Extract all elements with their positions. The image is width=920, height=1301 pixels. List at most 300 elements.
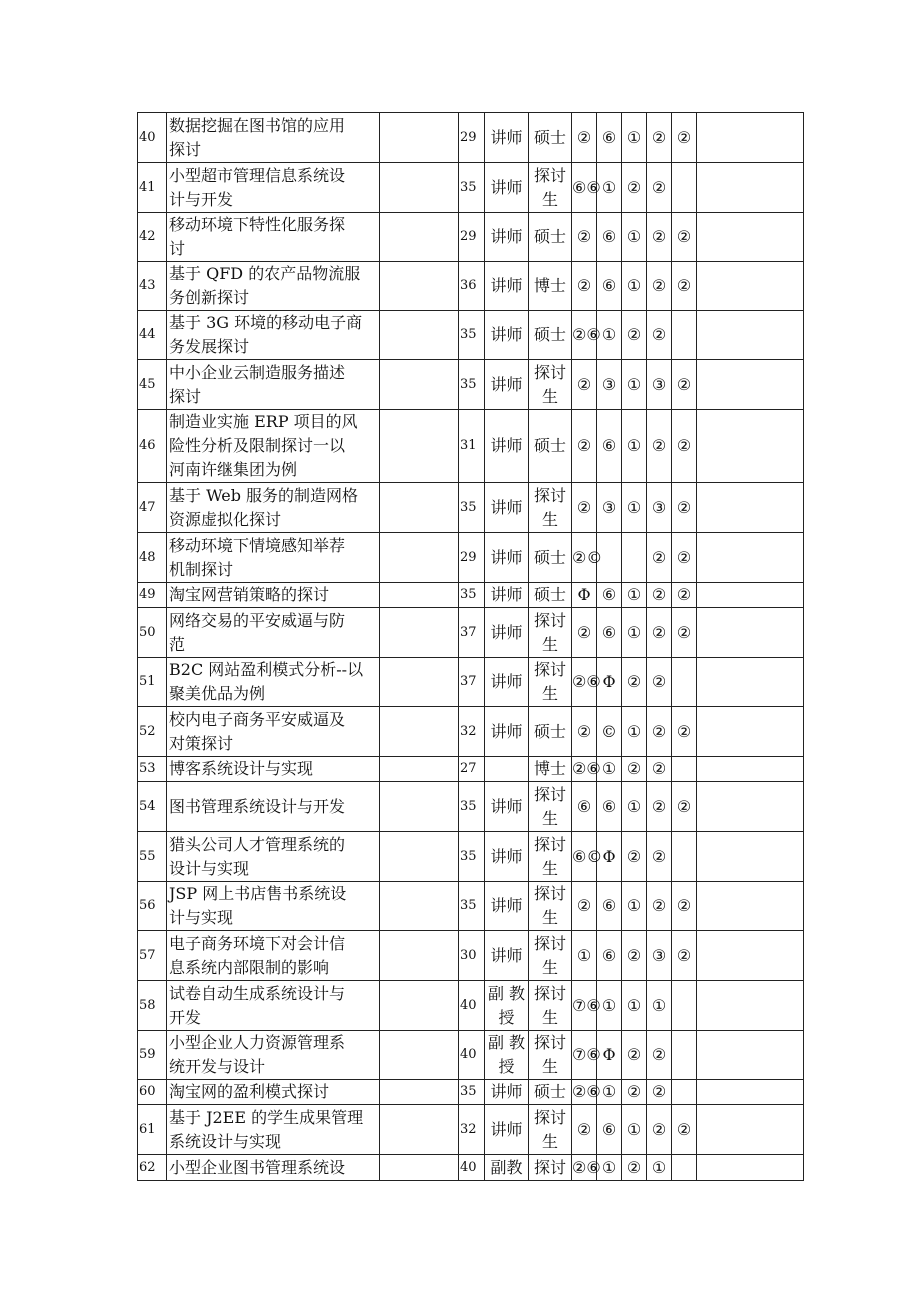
degree-line: 生 <box>541 957 558 977</box>
age-cell: 29 <box>459 213 485 262</box>
rank-line: 讲师 <box>490 721 523 741</box>
score-cell: Φ <box>572 583 597 608</box>
degree-line: 探讨 <box>533 485 566 505</box>
row-number: 47 <box>138 483 167 533</box>
score-cell: ① <box>622 882 647 931</box>
empty-cell <box>380 757 459 782</box>
degree-cell <box>529 113 572 163</box>
table-row <box>138 1155 804 1181</box>
score-cell: ① <box>597 981 622 1031</box>
age-cell: 36 <box>459 262 485 311</box>
score-cell <box>672 658 697 707</box>
score-cell: ① <box>597 311 622 360</box>
score-cell: ① <box>647 981 672 1031</box>
age-cell: 35 <box>459 483 485 533</box>
table-row <box>138 262 804 311</box>
degree-cell <box>529 213 572 262</box>
table-row <box>138 608 804 658</box>
empty-cell <box>697 1155 804 1181</box>
title-rank-cell <box>485 1031 529 1080</box>
empty-cell <box>380 1031 459 1080</box>
score-cell: ② <box>572 410 597 483</box>
empty-cell <box>697 832 804 882</box>
score-cell: ③ <box>647 931 672 981</box>
topic-title <box>167 533 380 583</box>
topic-title <box>167 608 380 658</box>
topic-title-line: 淘宝网营销策略的探讨 <box>169 585 330 604</box>
age-cell: 27 <box>459 757 485 782</box>
topic-title-line: 移动环境下特性化服务探 <box>169 215 346 234</box>
topic-title-line: 河南许继集团为例 <box>169 460 298 479</box>
degree-line: 博士 <box>533 276 566 295</box>
empty-cell <box>380 658 459 707</box>
score-cell: ② <box>672 360 697 410</box>
title-rank-cell <box>485 882 529 931</box>
topic-title-line: 务创新探讨 <box>169 288 250 307</box>
age-cell: 37 <box>459 608 485 658</box>
score-cell: ② <box>572 262 597 311</box>
degree-cell <box>529 707 572 757</box>
empty-cell <box>697 262 804 311</box>
score-cell: ① <box>597 1155 622 1181</box>
empty-cell <box>380 782 459 832</box>
rank-line: 讲师 <box>490 276 523 295</box>
score-cell: ② <box>672 213 697 262</box>
topic-title <box>167 782 380 832</box>
title-rank-cell <box>485 608 529 658</box>
degree-line: 探讨 <box>533 1033 566 1052</box>
empty-cell <box>697 882 804 931</box>
degree-cell <box>529 782 572 832</box>
table-row <box>138 483 804 533</box>
score-cell: ① <box>622 608 647 658</box>
score-cell: ① <box>572 931 597 981</box>
score-cell: ②⑥ <box>572 1080 597 1105</box>
topic-title <box>167 882 380 931</box>
score-cell: ② <box>647 1105 672 1155</box>
table-body <box>138 113 804 1181</box>
topic-title <box>167 1080 380 1105</box>
rank-line: 讲师 <box>490 945 523 965</box>
score-cell: ① <box>647 1155 672 1181</box>
score-cell: ③ <box>647 360 672 410</box>
score-cell: ① <box>622 782 647 832</box>
rank-line: 讲师 <box>490 1119 523 1139</box>
row-number: 52 <box>138 707 167 757</box>
title-rank-cell <box>485 360 529 410</box>
degree-line: 探讨 <box>533 1107 566 1127</box>
row-number: 48 <box>138 533 167 583</box>
empty-cell <box>697 1031 804 1080</box>
score-cell: ⑥ <box>597 113 622 163</box>
score-cell: ⑥ <box>597 882 622 931</box>
score-cell: Φ <box>597 658 622 707</box>
topic-title <box>167 262 380 311</box>
score-cell: © <box>597 707 622 757</box>
empty-cell <box>380 262 459 311</box>
table-row <box>138 583 804 608</box>
degree-cell <box>529 311 572 360</box>
score-cell: ②⑥ <box>572 311 597 360</box>
score-cell: ② <box>672 707 697 757</box>
score-cell: ③ <box>647 483 672 533</box>
empty-cell <box>697 658 804 707</box>
score-cell: ② <box>647 782 672 832</box>
thesis-topic-table <box>137 112 804 1181</box>
score-cell: ⑦⑥ <box>572 1031 597 1080</box>
topic-title-line: 务发展探讨 <box>169 337 250 356</box>
score-cell: ① <box>622 707 647 757</box>
topic-title-line: 计与实现 <box>169 908 234 927</box>
empty-cell <box>380 608 459 658</box>
degree-line: 探讨 <box>533 362 566 382</box>
score-cell: ② <box>622 658 647 707</box>
topic-title-line: 试卷自动生成系统设计与 <box>169 983 346 1003</box>
empty-cell <box>697 782 804 832</box>
row-number: 55 <box>138 832 167 882</box>
table-row <box>138 533 804 583</box>
rank-line: 讲师 <box>490 227 523 246</box>
title-rank-cell <box>485 707 529 757</box>
row-number: 43 <box>138 262 167 311</box>
score-cell: ⑥ <box>597 1105 622 1155</box>
topic-title <box>167 163 380 213</box>
topic-title-line: 开发 <box>169 1007 202 1027</box>
rank-line: 讲师 <box>490 177 523 197</box>
topic-title-line: 小型企业图书管理系统设 <box>169 1157 346 1177</box>
empty-cell <box>380 931 459 981</box>
topic-title <box>167 311 380 360</box>
age-cell: 35 <box>459 882 485 931</box>
title-rank-cell <box>485 782 529 832</box>
title-rank-cell <box>485 163 529 213</box>
degree-line: 生 <box>541 908 558 927</box>
age-cell: 35 <box>459 311 485 360</box>
rank-line: 授 <box>498 1007 515 1027</box>
empty-cell <box>380 483 459 533</box>
score-cell: ② <box>647 113 672 163</box>
degree-line: 探讨 <box>533 834 566 854</box>
row-number: 53 <box>138 757 167 782</box>
title-rank-cell <box>485 262 529 311</box>
score-cell: ② <box>572 707 597 757</box>
empty-cell <box>380 311 459 360</box>
row-number: 49 <box>138 583 167 608</box>
age-cell: 40 <box>459 981 485 1031</box>
score-cell: ① <box>597 757 622 782</box>
row-number: 61 <box>138 1105 167 1155</box>
rank-line: 副教 <box>490 1157 523 1177</box>
age-cell: 35 <box>459 360 485 410</box>
degree-cell <box>529 1031 572 1080</box>
score-cell: ② <box>647 757 672 782</box>
score-cell: ⑥ <box>597 782 622 832</box>
score-cell: ① <box>597 1080 622 1105</box>
score-cell: ② <box>647 262 672 311</box>
degree-line: 硕士 <box>533 127 566 147</box>
degree-cell <box>529 1080 572 1105</box>
empty-cell <box>697 757 804 782</box>
score-cell: ② <box>647 583 672 608</box>
score-cell: ② <box>572 213 597 262</box>
topic-title-line: 电子商务环境下对会计信 <box>169 933 346 953</box>
score-cell: ② <box>672 483 697 533</box>
score-cell: ②© <box>572 533 597 583</box>
topic-title-line: 中小企业云制造服务描述 <box>169 362 346 382</box>
score-cell: ② <box>647 1031 672 1080</box>
empty-cell <box>697 1080 804 1105</box>
score-cell: ② <box>647 410 672 483</box>
degree-cell <box>529 483 572 533</box>
row-number: 42 <box>138 213 167 262</box>
degree-cell <box>529 931 572 981</box>
empty-cell <box>697 163 804 213</box>
topic-title-line: 机制探讨 <box>169 559 234 579</box>
degree-line: 硕士 <box>533 721 566 741</box>
empty-cell <box>380 981 459 1031</box>
age-cell: 35 <box>459 1080 485 1105</box>
topic-title-line: 数据挖掘在图书馆的应用 <box>169 115 346 135</box>
score-cell: Φ <box>597 832 622 882</box>
score-cell: ② <box>672 608 697 658</box>
degree-line: 探讨 <box>533 1157 566 1177</box>
score-cell: ⑥ <box>572 782 597 832</box>
score-cell: ② <box>572 360 597 410</box>
degree-cell <box>529 757 572 782</box>
empty-cell <box>697 311 804 360</box>
score-cell: ②⑥ <box>572 658 597 707</box>
empty-cell <box>697 533 804 583</box>
empty-cell <box>697 931 804 981</box>
rank-line: 讲师 <box>490 796 523 816</box>
topic-title <box>167 1155 380 1181</box>
row-number: 45 <box>138 360 167 410</box>
table-row <box>138 410 804 483</box>
score-cell: ⑥ <box>597 410 622 483</box>
score-cell: ② <box>622 163 647 213</box>
title-rank-cell <box>485 583 529 608</box>
title-rank-cell <box>485 410 529 483</box>
score-cell: ② <box>647 658 672 707</box>
table-row <box>138 832 804 882</box>
score-cell: ② <box>647 213 672 262</box>
topic-title-line: 对策探讨 <box>169 733 234 753</box>
score-cell: ② <box>647 163 672 213</box>
topic-title-line: 校内电子商务平安威逼及 <box>169 709 346 729</box>
degree-cell <box>529 1105 572 1155</box>
score-cell: ② <box>647 533 672 583</box>
topic-title-line: 博客系统设计与实现 <box>169 759 314 778</box>
topic-title <box>167 213 380 262</box>
degree-line: 生 <box>541 1007 558 1027</box>
score-cell: ② <box>622 931 647 981</box>
score-cell: ② <box>647 608 672 658</box>
topic-title-line: 小型企业人力资源管理系 <box>169 1033 346 1052</box>
score-cell <box>672 1080 697 1105</box>
score-cell <box>672 1155 697 1181</box>
topic-title <box>167 707 380 757</box>
table-row <box>138 931 804 981</box>
title-rank-cell <box>485 113 529 163</box>
age-cell: 35 <box>459 583 485 608</box>
score-cell: ② <box>622 832 647 882</box>
score-cell <box>672 1031 697 1080</box>
rank-line: 讲师 <box>490 896 523 915</box>
degree-cell <box>529 882 572 931</box>
topic-title-line: 计与开发 <box>169 189 234 209</box>
empty-cell <box>697 583 804 608</box>
score-cell: ② <box>622 757 647 782</box>
topic-title-line: 讨 <box>169 239 186 258</box>
score-cell <box>622 533 647 583</box>
title-rank-cell <box>485 1080 529 1105</box>
table-row <box>138 882 804 931</box>
score-cell: ① <box>622 981 647 1031</box>
degree-cell <box>529 410 572 483</box>
score-cell: ⑥ <box>597 931 622 981</box>
table-row <box>138 1031 804 1080</box>
degree-cell <box>529 658 572 707</box>
age-cell: 32 <box>459 707 485 757</box>
empty-cell <box>380 882 459 931</box>
age-cell: 35 <box>459 163 485 213</box>
empty-cell <box>380 707 459 757</box>
rank-line: 讲师 <box>490 374 523 394</box>
rank-line: 讲师 <box>490 436 523 455</box>
rank-line: 讲师 <box>490 846 523 866</box>
degree-line: 探讨 <box>533 165 566 185</box>
degree-cell <box>529 583 572 608</box>
empty-cell <box>697 981 804 1031</box>
score-cell: ③ <box>597 360 622 410</box>
degree-line: 硕士 <box>533 227 566 246</box>
table-row <box>138 658 804 707</box>
rank-line: 讲师 <box>490 585 523 604</box>
score-cell: ② <box>572 113 597 163</box>
score-cell: ② <box>672 782 697 832</box>
row-number: 58 <box>138 981 167 1031</box>
row-number: 57 <box>138 931 167 981</box>
topic-title <box>167 658 380 707</box>
degree-line: 探讨 <box>533 933 566 953</box>
age-cell: 29 <box>459 533 485 583</box>
score-cell: ② <box>672 113 697 163</box>
topic-title-line: 聚美优品为例 <box>169 684 266 703</box>
score-cell: ① <box>622 583 647 608</box>
topic-title-line: 息系统内部限制的影响 <box>169 957 330 977</box>
table-row <box>138 213 804 262</box>
score-cell: ② <box>647 707 672 757</box>
degree-line: 生 <box>541 386 558 406</box>
topic-title-line: 图书管理系统设计与开发 <box>169 796 346 816</box>
topic-title <box>167 757 380 782</box>
table-row <box>138 113 804 163</box>
age-cell: 35 <box>459 782 485 832</box>
score-cell: ② <box>647 1080 672 1105</box>
degree-line: 生 <box>541 858 558 878</box>
title-rank-cell <box>485 533 529 583</box>
score-cell: ②⑥ <box>572 1155 597 1181</box>
topic-title <box>167 981 380 1031</box>
rank-line: 讲师 <box>490 127 523 147</box>
score-cell: ② <box>622 1080 647 1105</box>
score-cell: ② <box>572 882 597 931</box>
table-row <box>138 311 804 360</box>
topic-title-line: 基于 QFD 的农产品物流服 <box>169 264 361 283</box>
age-cell: 31 <box>459 410 485 483</box>
topic-title-line: 探讨 <box>169 386 202 406</box>
score-cell: ⑥ <box>597 583 622 608</box>
degree-cell <box>529 832 572 882</box>
topic-title <box>167 1105 380 1155</box>
score-cell: ⑥⑥ <box>572 163 597 213</box>
rank-line: 讲师 <box>490 325 523 344</box>
score-cell: ② <box>622 1031 647 1080</box>
degree-line: 生 <box>541 509 558 529</box>
row-number: 50 <box>138 608 167 658</box>
topic-title-line: 系统设计与实现 <box>169 1131 282 1151</box>
degree-cell <box>529 163 572 213</box>
empty-cell <box>380 583 459 608</box>
score-cell <box>672 981 697 1031</box>
age-cell: 32 <box>459 1105 485 1155</box>
score-cell: ① <box>622 262 647 311</box>
topic-title-line: 小型超市管理信息系统设 <box>169 165 346 185</box>
degree-line: 硕士 <box>533 1082 566 1101</box>
degree-line: 生 <box>541 1131 558 1151</box>
empty-cell <box>697 483 804 533</box>
topic-title <box>167 410 380 483</box>
age-cell: 35 <box>459 832 485 882</box>
title-rank-cell <box>485 832 529 882</box>
topic-title-line: 网络交易的平安威逼与防 <box>169 610 346 630</box>
empty-cell <box>697 113 804 163</box>
table-row <box>138 163 804 213</box>
topic-title-line: 统开发与设计 <box>169 1057 266 1076</box>
row-number: 60 <box>138 1080 167 1105</box>
title-rank-cell <box>485 483 529 533</box>
degree-cell <box>529 262 572 311</box>
row-number: 51 <box>138 658 167 707</box>
topic-title-line: 基于 3G 环境的移动电子商 <box>169 313 363 332</box>
empty-cell <box>380 213 459 262</box>
empty-cell <box>697 360 804 410</box>
topic-title-line: 制造业实施 ERP 项目的风 <box>169 412 358 431</box>
rank-line: 授 <box>498 1057 515 1076</box>
title-rank-cell <box>485 311 529 360</box>
age-cell: 40 <box>459 1031 485 1080</box>
topic-title-line: 移动环境下情境感知举荐 <box>169 535 346 555</box>
score-cell: ② <box>647 311 672 360</box>
topic-title-line: 资源虚拟化探讨 <box>169 509 282 529</box>
title-rank-cell <box>485 757 529 782</box>
degree-cell <box>529 608 572 658</box>
topic-title <box>167 931 380 981</box>
table-row <box>138 1105 804 1155</box>
title-rank-cell <box>485 931 529 981</box>
table-row <box>138 707 804 757</box>
row-number: 44 <box>138 311 167 360</box>
score-cell: ① <box>622 410 647 483</box>
degree-cell <box>529 360 572 410</box>
topic-title <box>167 113 380 163</box>
score-cell <box>672 311 697 360</box>
row-number: 59 <box>138 1031 167 1080</box>
rank-line: 讲师 <box>490 1082 523 1101</box>
score-cell: ② <box>572 608 597 658</box>
topic-title-line: 探讨 <box>169 139 202 159</box>
topic-title <box>167 583 380 608</box>
